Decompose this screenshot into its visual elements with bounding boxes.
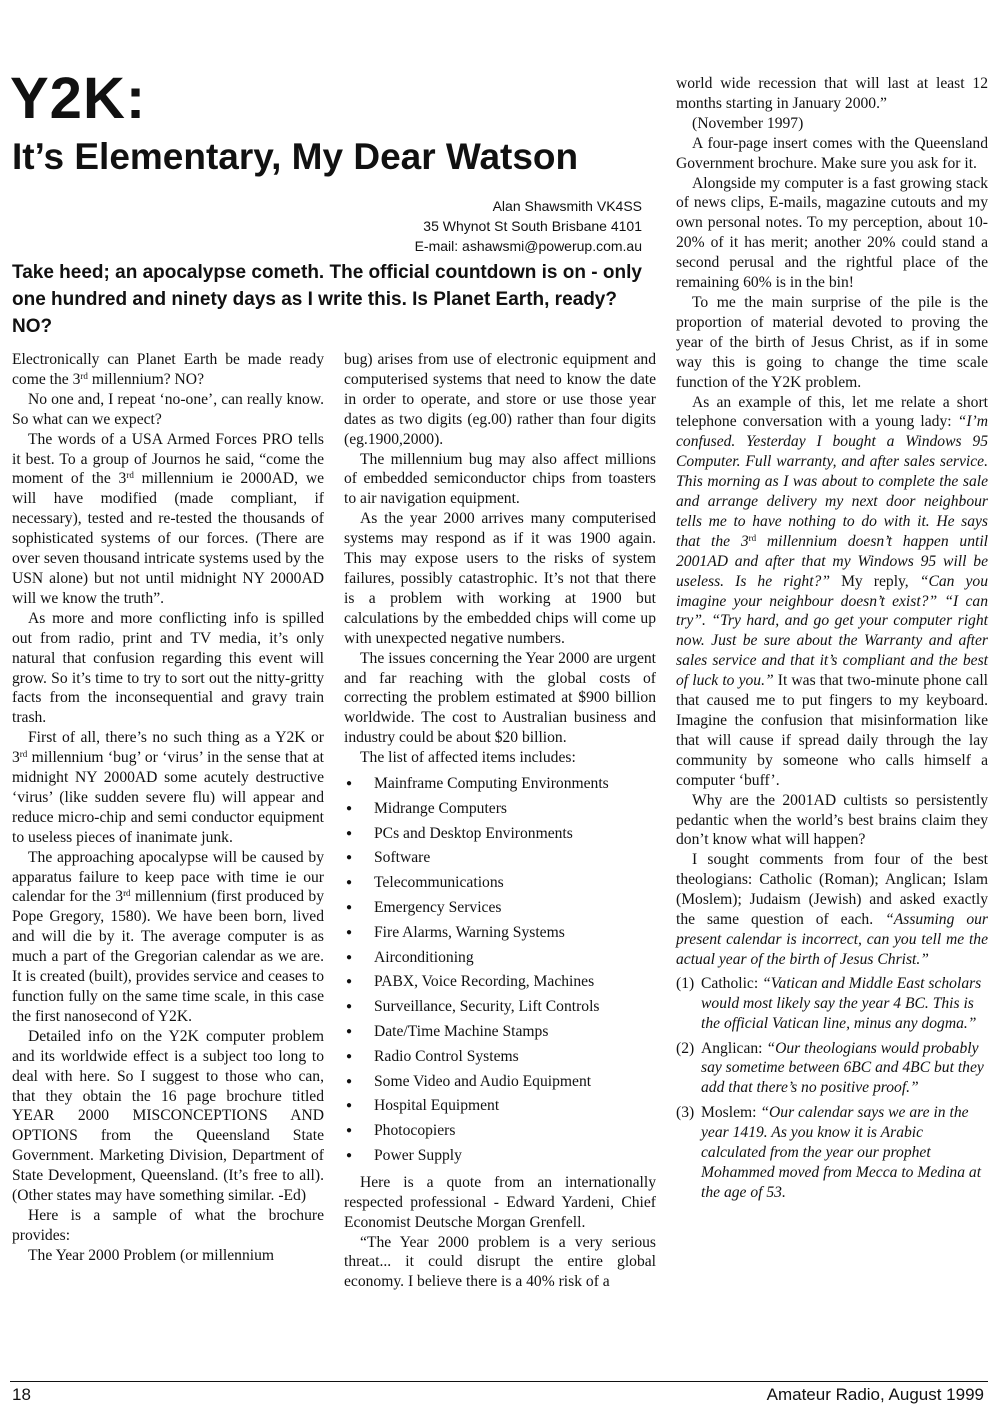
paragraph: Alongside my computer is a fast growing stack of news clips, E-mails, magazine cutouts and my own personal notes. To my perception, about 10-20% of it has merit; another 20% could stand a second perusal and the rightful place of the remaining 60% is in the bin!: [676, 174, 988, 292]
column-2: [344, 350, 656, 1292]
list-item: ● PCs and Desktop Environments: [344, 822, 656, 847]
author-address: 35 Whynot St South Brisbane 4101: [423, 218, 642, 234]
article-subtitle: It’s Elementary, My Dear Watson: [12, 136, 579, 177]
list-item: ● Software: [344, 846, 656, 871]
list-item: (3) Moslem: “Our calendar says we are in the year 1419. As you know it is Arabic calculated from the year our prophet Mohammed moved from Mecca to Medina at the age of 53.: [676, 1104, 982, 1201]
list-item: ● Telecommunications: [344, 871, 656, 896]
list-item: ● Photocopiers: [344, 1119, 656, 1144]
page-number: 18: [12, 1385, 31, 1404]
list-item: ● Fire Alarms, Warning Systems: [344, 921, 656, 946]
paragraph: As more and more conflicting info is spilled out from radio, print and TV media, it’s only natural that confusion regarding this event will grow. So it’s time to try to sort out the nitty-gritty facts from the inconsequential and gravy train trash.: [12, 609, 324, 727]
list-item: ● Hospital Equipment: [344, 1094, 656, 1119]
paragraph: The words of a USA Armed Forces PRO tells it best. To a group of Journos he said, “come the moment of the 3rd millennium ie 2000AD, we will have modified (made compliant, if necessary), tested and re-tested the thousands of sophisticated systems of our forces. (There are over seven thousand intricate systems used by the USN alone) but not until midnight NY 2000AD will we know the truth”.: [12, 430, 325, 607]
paragraph: Detailed info on the Y2K computer problem and its worldwide effect is a subject too long to deal with here. So I suggest to those who can, that they obtain the 16 page brochure titled YEAR 2000 MISCONCEPTIONS AND OPTIONS from the Queensland State Government. Marketing Division, Department of State Development, Queensland. (It’s free to all).(Other states may have something similar. -Ed): [12, 1027, 324, 1205]
paragraph: As the year 2000 arrives many computerised systems may respond as if it was 1900 again. This may expose users to the risks of system failures, possibly catastrophic. It’s not that there is a problem with working at 1900 but calculations by the embedded chips will come up with unexpected negative numbers.: [344, 510, 656, 647]
footer-divider: [10, 1381, 988, 1382]
paragraph: The issues concerning the Year 2000 are urgent and far reaching with the global costs of correcting the problem estimated at $900 billion worldwide. The cost to Australian business and industry could be about $20 billion.: [344, 649, 656, 747]
paragraph: The Year 2000 Problem (or millennium: [28, 1246, 275, 1264]
paragraph: First of all, there’s no such thing as a Y2K or 3rd millennium ‘bug’ or ‘virus’ in the sense that at midnight NY 2000AD some acutely destructive ‘virus’ (like sudden severe flu) will appear and reduce micro-chip and semi conductor equipment to useless pieces of inanimate junk.: [12, 729, 324, 846]
magazine-issue: Amateur Radio, August 1999: [766, 1385, 984, 1404]
paragraph: Why are the 2001AD cultists so persistently pedantic when the world’s best brains claim they don’t know what will happen?: [676, 791, 988, 849]
paragraph: world wide recession that will last at least 12 months starting in January 2000.”: [676, 75, 988, 112]
list-item: ● Emergency Services: [344, 896, 656, 921]
list-item: ● Some Video and Audio Equipment: [344, 1070, 656, 1095]
list-item: ● Airconditioning: [344, 946, 656, 971]
paragraph: bug) arises from use of electronic equipment and computerised systems that need to know the date in order to operate, and store or use those year dates as two digits (eg.00) rather than four digits (eg.1900,2000).: [344, 351, 656, 448]
list-item: ● Radio Control Systems: [344, 1045, 656, 1070]
list-item: ● Midrange Computers: [344, 797, 656, 822]
list-item: ● Date/Time Machine Stamps: [344, 1020, 656, 1045]
paragraph: “The Year 2000 problem is a very serious threat... it could disrupt the entire global economy. I believe there is a 40% risk of a: [344, 1233, 656, 1291]
list-item: ● Surveillance, Security, Lift Controls: [344, 995, 656, 1020]
paragraph: The millennium bug may also affect millions of embedded semiconductor chips from toasters to air navigation equipment.: [344, 450, 656, 508]
paragraph: To me the main surprise of the pile is the proportion of material devoted to proving the year of the birth of Jesus Christ, as if in some way this is going to change the time scale function of the Y2K problem.: [676, 293, 988, 391]
paragraph: Here is a sample of what the brochure provides:: [12, 1206, 324, 1244]
lead-paragraph: Take heed; an apocalypse cometh. The official countdown is on - only one hundred and ninety days as I write this. Is Planet Earth, ready? NO?: [12, 262, 642, 337]
paragraph: Here is a quote from an internationally respected professional - Edward Yardeni, Chief Economist Deutsche Morgan Grenfell.: [344, 1173, 656, 1231]
list-item: (2) Anglican: “Our theologians would probably say sometime between 6BC and 4BC but they add that there’s no positive proof.”: [676, 1039, 984, 1097]
list-item: ● Mainframe Computing Environments: [344, 772, 656, 797]
paragraph: Electronically can Planet Earth be made ready come the 3rd millennium? NO?: [12, 351, 324, 388]
author-name: Alan Shawsmith VK4SS: [492, 198, 642, 214]
paragraph: (November 1997): [692, 114, 804, 132]
list-item: ● Power Supply: [344, 1144, 656, 1169]
list-item: (1) Catholic: “Vatican and Middle East scholars would most likely say the year 4 BC. This is the official Vatican line, minus any dogma.”: [676, 974, 982, 1032]
author-block: [330, 196, 642, 256]
paragraph: The list of affected items includes:: [360, 749, 576, 767]
paragraph: I sought comments from four of the best theologians: Catholic (Roman); Anglican; Islam (Moslem); Judaism (Jewish) and asked exactly the same question of each. “Assuming our present calendar is incorrect, can you tell me the actual year of the birth of Jesus Christ.”: [676, 851, 988, 968]
article-title: Y2K:: [10, 66, 147, 131]
theologian-answers-list: [676, 974, 988, 1203]
affected-items-list: [344, 772, 656, 1169]
column-1: [12, 350, 324, 1266]
paragraph: No one and, I repeat ‘no-one’, can really know. So what can we expect?: [12, 390, 324, 428]
list-item: ● PABX, Voice Recording, Machines: [344, 970, 656, 995]
paragraph: As an example of this, let me relate a short telephone conversation with a young lady: “I’m confused. Yesterday I bought a Windows 95 Computer. Full warranty, and after sales service. This morning as I was about to complete the sale and arrange delivery my next door neighbour tells me to have nothing to do with it. He says that the 3rd millennium doesn’t happen until 2001AD and after that my Windows 95 will be useless. Is he right?” My reply, “Can you imagine your neighbour doesn’t exist?” “I can try”. “Try hard, and go get your computer right now. Just be sure about the Warranty and after sales service and that it’s compliant and the best of luck to you.” It was that two-minute phone call that caused me to put fingers to my keyboard. Imagine the confusion that misinformation like that will cause if spread daily through the lay community by someone who calls himself a computer ‘buff’.: [676, 393, 988, 789]
paragraph: The approaching apocalypse will be caused by apparatus failure to keep pace with time ie our calendar for the 3rd millennium (first produced by Pope Gregory, 1580). We have been born, lived and will die by it. The average computer is as much a part of the Gregorian calendar as we are. It is created (built), provides service and ceases to function fully on the same time scale, in this case the first nanosecond of Y2K.: [12, 848, 325, 1025]
paragraph: A four-page insert comes with the Queensland Government brochure. Make sure you ask for it.: [676, 134, 988, 172]
author-email: E-mail: ashawsmi@powerup.com.au: [414, 238, 642, 254]
column-3: [676, 74, 988, 1208]
